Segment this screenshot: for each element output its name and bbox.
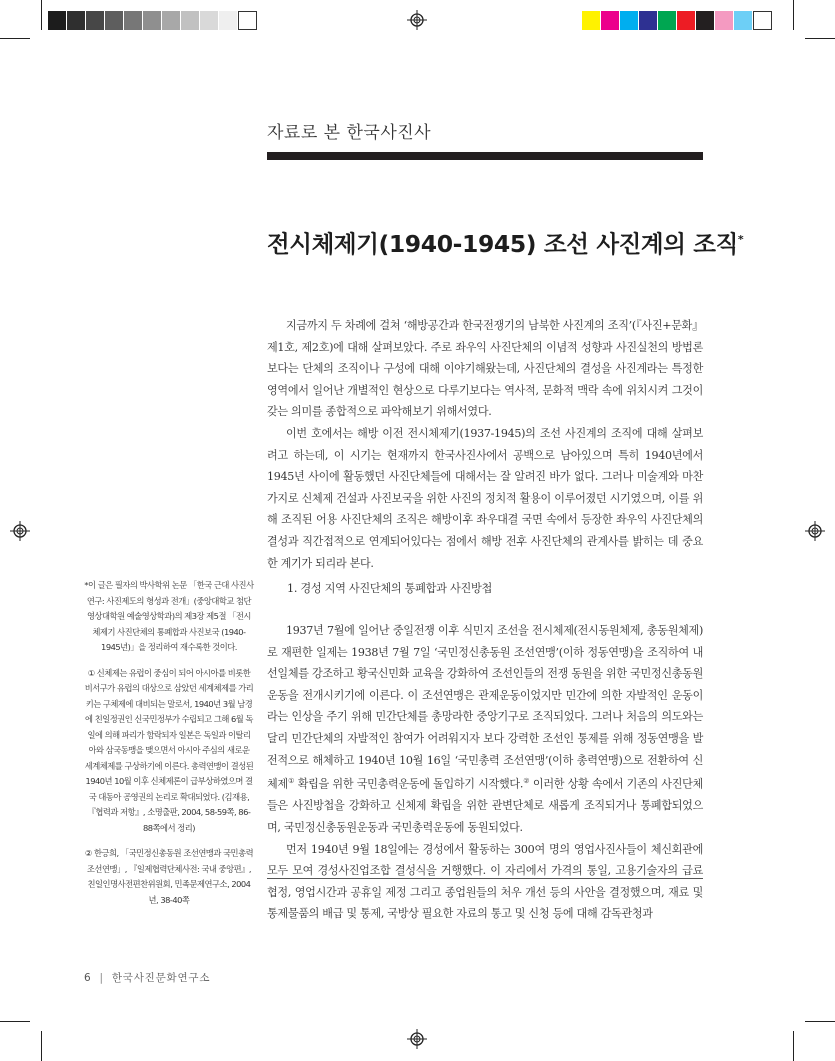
sidenote: ① 신체제는 유럽이 중심이 되어 아시아를 비롯한 비서구가 유럽의 대상으로 삼았던 세계체제를 가리키는 구체제에 대비되는 말로서, 1940년 3월 남경에 친일정권인 신국민정부가 수립되고 그해 6월 독일에 의해 파리가 함락되자 일본은 독일과 이탈리아와 삼국동맹을 맺으면서 아시아 주심의 새로운 세계체제를 구상하기에 이른다. 총력연맹이 결성된 1940년 10월 이후 신체제론이 급부상하였으며 결국 대동아 공영권의 논리로 확대되었다. (김재용, 『협력과 저항』, 소명출판, 2004, 58-59쪽, 86-88쪽에서 정리) (84, 667, 254, 833)
crop-mark (41, 1031, 42, 1061)
sidenotes (84, 578, 254, 918)
footer-separator: | (99, 972, 104, 984)
sidenote: *이 글은 필자의 박사학위 논문 「한국 근대 사진사 연구: 사진제도의 형성과 전개」(중앙대학교 첨단영상대학원 예술영상학과)의 제3장 제5절 「전시체제기 사진단체의 통폐합과 사진보국 (1940-1945년)」을 정리하여 재수록한 것이다. (84, 580, 254, 652)
paragraph: 이번 호에서는 해방 이전 전시체제기(1937-1945)의 조선 사진계의 조직에 대해 살펴보려고 하는데, 이 시기는 현재까지 한국사진사에서 공백으로 남아있으며 특히 1940년에서 1945년 사이에 활동했던 사진단체들에 대해서는 잘 알려진 바가 없다. 그러나 미술계와 마찬가지로 신체제 건설과 사진보국을 위한 사진의 정치적 활용이 이루어졌던 시기였으며, 이를 위해 조직된 어용 사진단체의 조직은 해방이후 좌우대결 국면 속에서 등장한 좌우익 사진단체의 결성과 직간접적으로 연계되어있다는 점에서 해방 전후 사진단체의 관계사를 밝히는 데 중요한 계기가 되리라 본다. (267, 426, 703, 570)
gray-swatch (124, 11, 143, 30)
crop-mark (805, 1021, 835, 1022)
color-swatch (734, 11, 753, 30)
process-color-bar (582, 11, 772, 30)
color-swatch (677, 11, 696, 30)
sidenote: ② 한긍희, 「국민정신총동원 조선연맹과 국민총력 조선연맹」, 『일제협력단체사전: 국내 중앙편』, 친일인명사전편찬위원회, 민족문제연구소, 2004년, 38-40쪽 (84, 848, 254, 905)
intro-body (267, 315, 703, 574)
page-number: 6 (84, 972, 92, 984)
registration-mark-icon (407, 1029, 427, 1049)
color-swatch (658, 11, 677, 30)
gray-swatch (143, 11, 162, 30)
color-swatch (620, 11, 639, 30)
gray-swatch (238, 11, 257, 30)
section-label: 자료로 본 한국사진사 (267, 123, 432, 143)
color-swatch (753, 11, 772, 30)
crop-mark (805, 38, 835, 39)
section-body (267, 620, 703, 925)
registration-mark-icon (805, 521, 825, 541)
paragraph: 먼저 1940년 9월 18일에는 경성에서 활동하는 300여 명의 영업사진사들이 체신회관에 모두 모여 경성사진업조합 결성식을 거행했다. 이 자리에서 가격의 통일, 고용기술자의 급료 협정, 영업시간과 공휴일 제정 그리고 종업원들의 처우 개선 등의 사안을 결정했으며, 재료 및 통제물품의 배급 및 통제, 국방상 필요한 자료의 통고 및 신청 등에 대해 감독관청과 (267, 842, 703, 921)
color-swatch (639, 11, 658, 30)
publication-name: 한국사진문화연구소 (111, 972, 211, 984)
gray-swatch (200, 11, 219, 30)
paragraph: 지금까지 두 차례에 걸쳐 ‘해방공간과 한국전쟁기의 남북한 사진계의 조직’(『사진+문화』 제1호, 제2호)에 대해 살펴보았다. 주로 좌우익 사진단체의 이념적 성향과 사진실천의 방법론보다는 단체의 조직이나 구성에 대해 이야기해왔는데, 사진단체의 결성을 사진계라는 특정한 영역에서 일어난 개별적인 현상으로 다루기보다는 역사적, 문화적 맥락 속에 위치시켜 그것이 갖는 의미를 종합적으로 파악해보기 위해서였다. (267, 319, 703, 419)
gray-swatch (181, 11, 200, 30)
section-rule (267, 152, 703, 160)
color-swatch (715, 11, 734, 30)
footnote-ref: ① (287, 777, 295, 786)
grayscale-color-bar (48, 11, 257, 30)
page-footer (84, 970, 210, 985)
article-title-text: 전시체제기(1940-1945) 조선 사진계의 조직 (267, 230, 738, 258)
color-swatch (601, 11, 620, 30)
crop-mark (41, 0, 42, 30)
gray-swatch (67, 11, 86, 30)
section-heading: 1. 경성 지역 사진단체의 통폐합과 사진방첩 (287, 582, 492, 595)
crop-mark (0, 38, 30, 39)
column-end-rule (267, 878, 703, 879)
paragraph-text: 확립을 위한 국민총력운동에 돌입하기 시작했다. (294, 777, 524, 791)
footnote-ref: ② (523, 777, 530, 786)
gray-swatch (105, 11, 124, 30)
paragraph-text: 1937년 7월에 일어난 중일전쟁 이후 식민지 조선을 전시체제(전시동원체제, 총동원체제)로 재편한 일제는 1938년 7월 7일 ‘국민정신총동원 조선연맹’(이하 정동연맹)을 조직하여 내선일체를 강조하고 황국신민화 교육을 강화하여 조선인들의 전쟁 동원을 위한 국민정신총동원운동을 전개시키기에 이른다. 이 조선연맹은 관제운동이었지만 민간에 의한 자발적인 운동이라는 인상을 주기 위해 민간단체를 총망라한 중앙기구로 조직되었다. 그러나 처음의 의도와는 달리 민간단체의 자발적인 참여가 어려워지자 보다 강력한 조선인 통제를 위해 정동연맹을 발전적으로 해체하고 1940년 10월 16일 ‘국민총력 조선연맹’(이하 총력연맹)으로 전환하여 신체제 (267, 624, 703, 791)
registration-mark-icon (407, 10, 427, 30)
article-title (267, 225, 743, 259)
color-swatch (696, 11, 715, 30)
registration-mark-icon (10, 521, 30, 541)
crop-mark (0, 1021, 30, 1022)
gray-swatch (86, 11, 105, 30)
title-footnote-mark: * (737, 233, 744, 247)
gray-swatch (48, 11, 67, 30)
paragraph (267, 620, 703, 839)
gray-swatch (162, 11, 181, 30)
gray-swatch (219, 11, 238, 30)
color-swatch (582, 11, 601, 30)
crop-mark (793, 1031, 794, 1061)
paragraph-text: 이러한 상황 속에서 기존의 사진단체들은 사진방첩을 강화하고 신체제 확립을 위한 관변단체로 새롭게 조직되거나 통폐합되었으며, 국민정신총동원운동과 국민총력운동에 동원되었다. (267, 777, 703, 835)
crop-mark (793, 0, 794, 30)
